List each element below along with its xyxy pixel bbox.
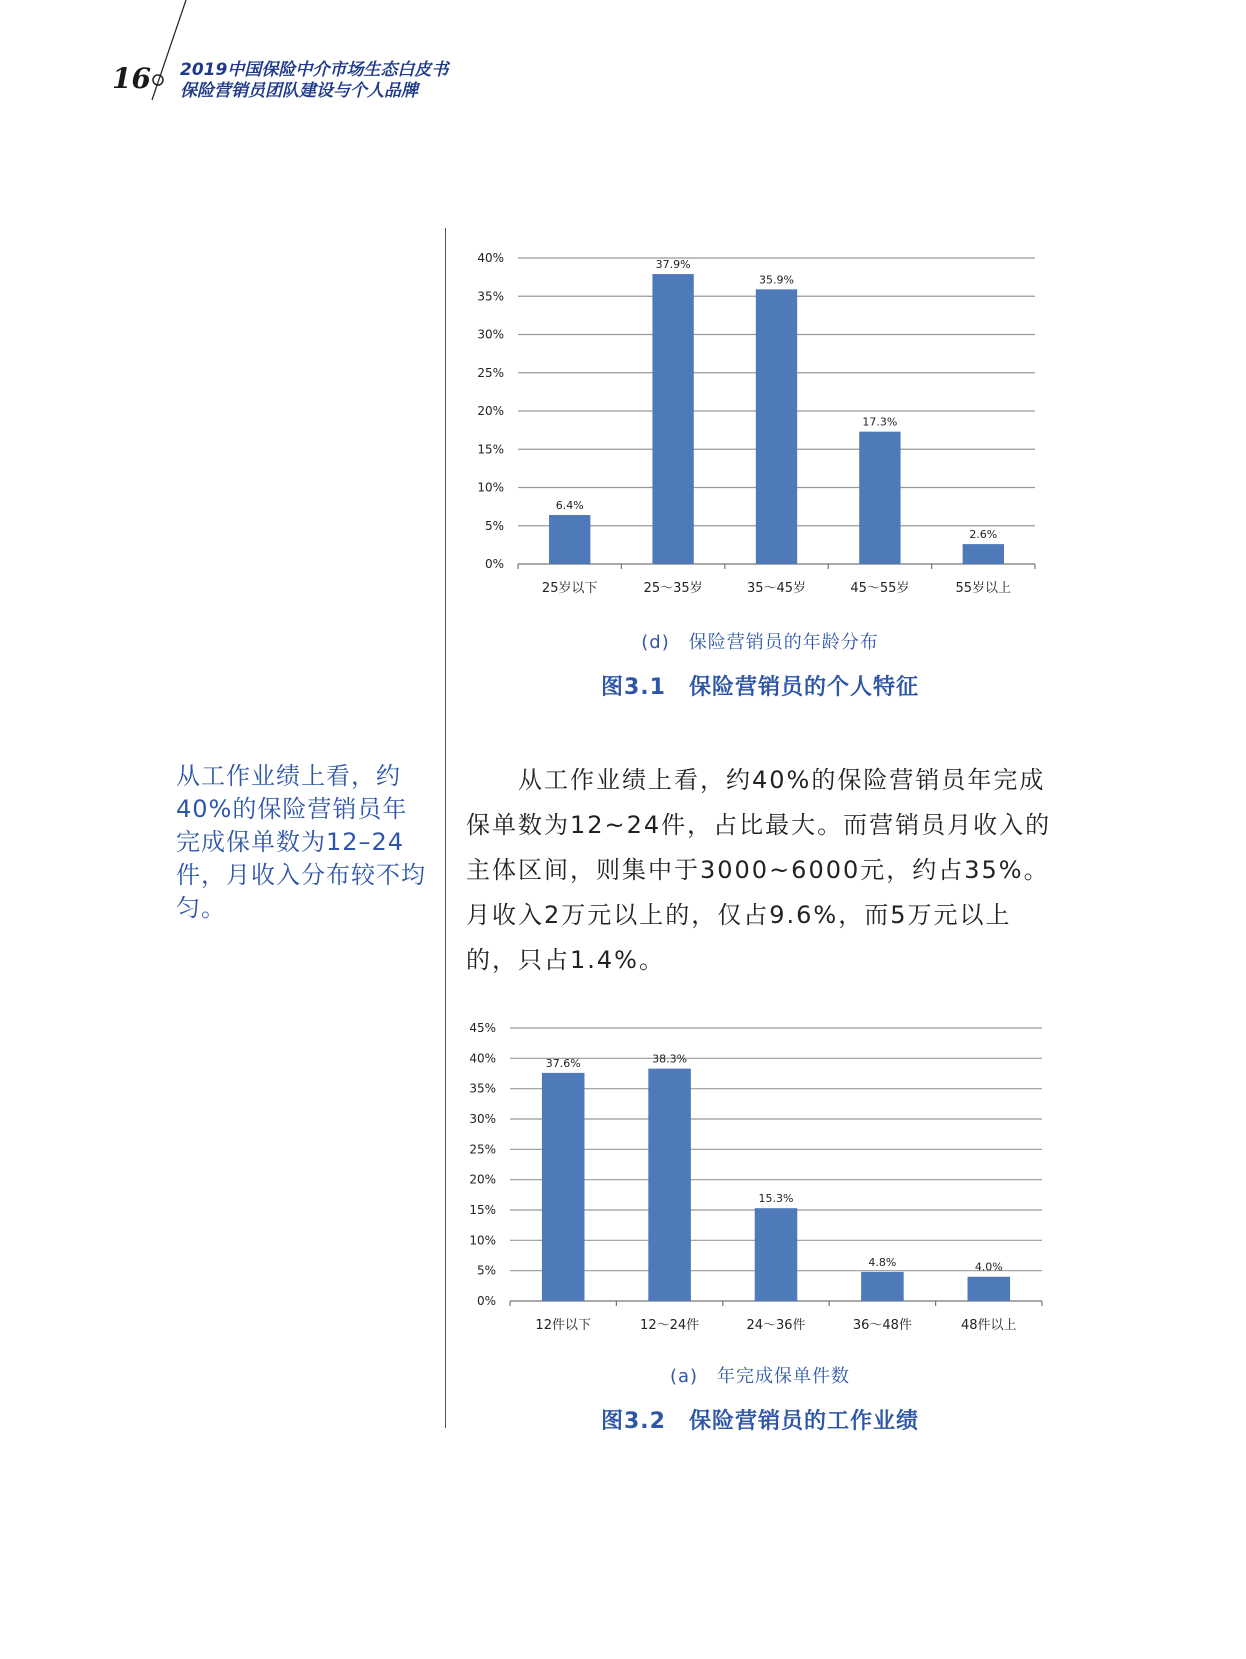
x-tick-label: 25～35岁: [643, 581, 703, 596]
y-tick-label: 0%: [484, 557, 504, 571]
y-tick-label: 45%: [469, 1021, 496, 1035]
figure-3-2-caption: 图3.2 保险营销员的工作业绩: [601, 1409, 919, 1434]
header-title: [180, 60, 448, 102]
bar: [648, 1069, 691, 1301]
y-tick-label: 20%: [477, 404, 504, 418]
x-tick-label: 25岁以下: [541, 581, 598, 596]
age-distribution-chart: [460, 240, 1060, 609]
x-tick-label: 36～48件: [852, 1318, 912, 1333]
y-tick-label: 5%: [484, 518, 504, 533]
y-tick-label: 25%: [477, 365, 504, 380]
age-distribution-svg: [460, 240, 1060, 605]
data-label: 35.9%: [759, 273, 794, 287]
y-tick-label: 35%: [469, 1081, 496, 1096]
y-tick-label: 15%: [477, 442, 504, 457]
x-tick-label: 35～45岁: [746, 581, 807, 596]
x-tick-label: 55岁以上: [955, 581, 1012, 596]
header-title-line1: 2019中国保险中介市场生态白皮书: [180, 60, 449, 80]
bar: [859, 432, 900, 564]
x-tick-label: 45～55岁: [850, 581, 910, 596]
y-tick-label: 20%: [469, 1172, 496, 1187]
x-tick-label: 12件以下: [535, 1318, 591, 1333]
y-tick-label: 0%: [476, 1294, 496, 1308]
data-label: 37.6%: [545, 1056, 581, 1070]
y-tick-label: 40%: [477, 251, 504, 265]
page-number: 16: [112, 62, 151, 95]
bar: [755, 1208, 798, 1301]
side-note: 从工作业绩上看，约40%的保险营销员年完成保单数为12–24件，月收入分布较不均匀。: [176, 762, 426, 922]
y-tick-label: 5%: [476, 1263, 496, 1278]
bar: [542, 1073, 585, 1301]
data-label: 37.9%: [655, 258, 691, 272]
y-tick-label: 35%: [477, 289, 504, 304]
bar: [652, 274, 693, 564]
bar: [968, 1277, 1011, 1301]
y-tick-label: 40%: [469, 1051, 496, 1066]
bar: [549, 515, 590, 564]
data-label: 17.3%: [862, 415, 898, 429]
figure-3-1-caption: 图3.1 保险营销员的个人特征: [601, 675, 919, 700]
chart1-sub-caption: (d) 保险营销员的年龄分布: [641, 632, 879, 653]
bar: [861, 1272, 904, 1301]
policy-count-svg: [460, 1010, 1060, 1340]
y-tick-label: 10%: [477, 480, 504, 495]
y-tick-label: 30%: [469, 1112, 496, 1126]
y-tick-label: 30%: [477, 327, 504, 342]
policy-count-chart: [460, 1010, 1060, 1344]
data-label: 2.6%: [969, 528, 998, 542]
y-tick-label: 10%: [469, 1233, 496, 1248]
data-label: 4.8%: [868, 1255, 897, 1269]
x-tick-label: 12～24件: [640, 1318, 700, 1333]
x-tick-label: 24～36件: [746, 1318, 806, 1333]
data-label: 4.0%: [974, 1260, 1003, 1274]
body-paragraph: 从工作业绩上看，约40%的保险营销员年完成保单数为12~24件，占比最大。而营销员月收入的主体区间，则集中于3000~6000元，约占35%。月收入2万元以上的，仅占9.6%，而5万元以上的，只占1.4%。: [466, 766, 1052, 974]
chart2-sub-caption: (a) 年完成保单件数: [669, 1366, 851, 1387]
y-tick-label: 25%: [469, 1142, 496, 1157]
column-divider: [445, 228, 446, 1428]
y-tick-label: 15%: [469, 1203, 496, 1217]
bar: [963, 544, 1004, 564]
header-title-line2: 保险营销员团队建设与个人品牌: [180, 81, 418, 101]
data-label: 38.3%: [652, 1052, 688, 1066]
x-tick-label: 48件以上: [961, 1318, 1017, 1333]
data-label: 6.4%: [555, 499, 584, 513]
data-label: 15.3%: [758, 1192, 794, 1206]
bar: [756, 289, 797, 564]
